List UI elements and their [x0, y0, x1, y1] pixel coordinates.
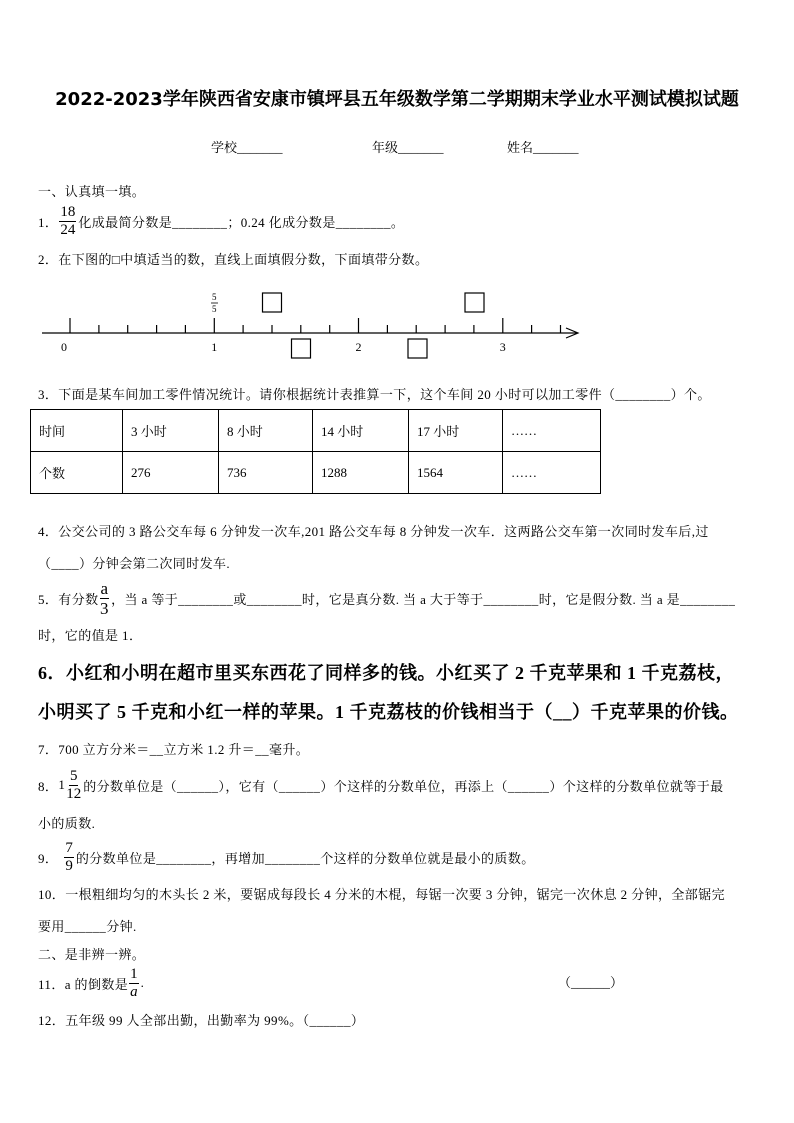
mixed-number-whole: 1 — [58, 777, 66, 792]
question-12 — [38, 1011, 364, 1027]
fraction-numerator: a — [100, 578, 109, 598]
grade-field: 年级_______ — [372, 140, 444, 155]
fraction-numerator: 5 — [69, 767, 78, 784]
table-cell: 时间 — [31, 410, 123, 452]
question-3 — [38, 385, 711, 401]
fraction-denominator: a — [130, 983, 138, 1000]
question-number: 8． — [38, 778, 59, 794]
fraction-numerator: 5 — [212, 292, 217, 302]
question-text: 时，它的值是 1． — [38, 627, 143, 643]
question-text: 3．下面是某车间加工零件情况统计。请你根据统计表推算一下，这个车间 20 小时可以加工零件（________）个。 — [38, 386, 711, 402]
question-text: （____）分钟会第二次同时发车. — [38, 555, 231, 571]
table-cell: 736 — [219, 452, 313, 494]
question-text: 2．在下图的□中填适当的数，直线上面填假分数，下面填带分数。 — [38, 251, 429, 267]
fraction-numerator: 18 — [60, 203, 76, 220]
fraction — [66, 769, 81, 802]
question-10-line-2 — [38, 917, 137, 933]
question-8-line-2 — [38, 814, 95, 830]
number-line-label: 2 — [355, 340, 362, 354]
fraction-denominator: 3 — [100, 598, 109, 618]
number-line-label: 3 — [499, 340, 506, 354]
fraction — [64, 841, 74, 874]
answer-box-below — [292, 339, 311, 358]
question-number: 5．有分数 — [38, 591, 99, 607]
fraction-numerator: 1 — [130, 965, 138, 982]
table-cell: 8 小时 — [219, 410, 313, 452]
question-1 — [38, 205, 404, 237]
answer-box-above — [465, 293, 484, 312]
fraction — [100, 580, 110, 617]
fraction — [129, 967, 139, 1000]
question-text: 小的质数. — [38, 815, 96, 831]
question-text: 的分数单位是（______），它有（______）个这样的分数单位，再添上（______）个这样的分数单位就等于最 — [83, 778, 724, 794]
table-cell: …… — [503, 410, 601, 452]
question-5-line-1 — [38, 580, 735, 616]
fraction-denominator: 5 — [212, 304, 217, 314]
question-text: 11．a 的倒数是 — [38, 976, 129, 992]
fraction-denominator: 9 — [65, 857, 73, 874]
section-heading-2 — [38, 945, 145, 961]
question-6-line-2 — [38, 699, 739, 723]
question-text: 7．700 立方分米＝__立方米 1.2 升＝__毫升。 — [38, 741, 310, 757]
answer-blank: （______） — [558, 975, 624, 990]
fraction — [59, 205, 76, 238]
question-4-line-2 — [38, 554, 230, 570]
question-text: . — [140, 975, 145, 990]
question-text: 10．一根粗细均匀的木头长 2 米，要锯成每段长 4 分米的木棍，每锯一次要 3 分钟，锯完一次休息 2 分钟，全部锯完 — [38, 886, 726, 902]
fraction-denominator: 24 — [60, 221, 76, 238]
question-2 — [38, 250, 428, 266]
table-cell: 1288 — [313, 452, 409, 494]
question-text: 6．小红和小明在超市里买东西花了同样多的钱。小红买了 2 千克苹果和 1 千克荔枝， — [38, 663, 734, 683]
number-line-label: 0 — [61, 340, 67, 354]
table-cell: 1564 — [409, 452, 503, 494]
question-5-line-2 — [38, 626, 142, 642]
section-heading-text: 二、是非辨一辨。 — [38, 946, 146, 962]
question-text: 要用______分钟. — [38, 918, 137, 934]
table-cell: 个数 — [31, 452, 123, 494]
question-8-line-1 — [38, 769, 724, 801]
fraction-numerator: 7 — [65, 839, 73, 856]
table-cell: 276 — [123, 452, 219, 494]
table-cell: …… — [503, 452, 601, 494]
stats-table — [30, 409, 601, 494]
section-heading-text: 一、认真填一填。 — [38, 183, 146, 199]
question-11 — [38, 965, 144, 1001]
question-text: 小明买了 5 千克和小红一样的苹果。1 千克荔枝的价钱相当于（__）千克苹果的价钱。 — [38, 702, 739, 722]
fraction-denominator: 12 — [66, 785, 82, 802]
table-cell: 3 小时 — [123, 410, 219, 452]
table-cell: 14 小时 — [313, 410, 409, 452]
table-row — [31, 452, 601, 494]
question-text: 12．五年级 99 人全部出勤，出勤率为 99%。（______） — [38, 1012, 365, 1028]
name-field: 姓名_______ — [507, 140, 579, 155]
question-number: 9． — [38, 850, 59, 866]
question-text: ，当 a 等于________或________时，它是真分数. 当 a 大于等于________时，它是假分数. 当 a 是________ — [111, 591, 736, 607]
number-line — [0, 280, 600, 370]
section-heading-1 — [38, 182, 145, 198]
answer-box-below — [408, 339, 427, 358]
question-7 — [38, 740, 309, 756]
question-text: 4．公交公司的 3 路公交车每 6 分钟发一次车,201 路公交车每 8 分钟发一次车．这两路公交车第一次同时发车后,过 — [38, 523, 709, 539]
question-text: 的分数单位是________，再增加________个这样的分数单位就是最小的质数。 — [75, 850, 535, 866]
answer-box-above — [263, 293, 282, 312]
question-9 — [38, 841, 535, 873]
page-title: 2022-2023学年陕西省安康市镇坪县五年级数学第二学期期末学业水平测试模拟试题 — [55, 89, 739, 110]
number-line-label: 1 — [211, 340, 218, 354]
table-cell: 17 小时 — [409, 410, 503, 452]
question-number: 1． — [38, 214, 59, 230]
question-4-line-1 — [38, 522, 709, 538]
school-field: 学校_______ — [211, 140, 283, 155]
question-6-line-1 — [38, 660, 734, 684]
question-10-line-1 — [38, 885, 725, 901]
table-row — [31, 410, 601, 452]
question-text: 化成最简分数是________；0.24 化成分数是________。 — [78, 214, 405, 230]
